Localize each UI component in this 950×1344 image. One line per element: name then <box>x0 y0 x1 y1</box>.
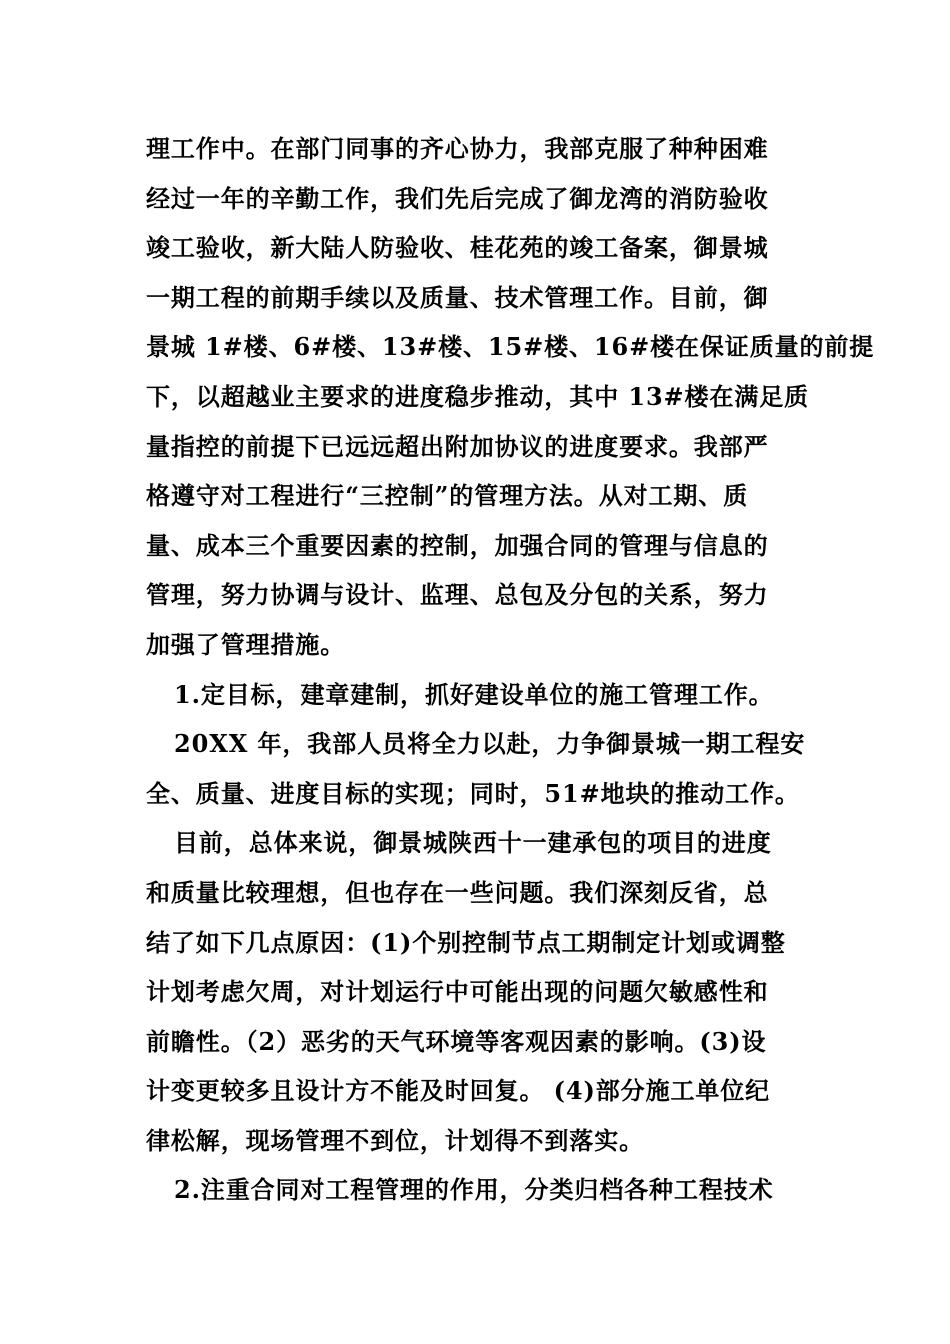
text-line: 和质量比较理想，但也存在一些问题。我们深刻反省，总 <box>146 877 769 907</box>
text-line: 格遵守对工程进行“三控制”的管理方法。从对工期、质 <box>146 481 749 511</box>
text-line: 律松解，现场管理不到位，计划得不到落实。 <box>146 1125 644 1155</box>
text-line: 计划考虑欠周，对计划运行中可能出现的问题欠敏感性和 <box>146 977 769 1007</box>
text-line: 理工作中。在部门同事的齐心协力，我部克服了种种困难 <box>146 134 769 163</box>
section-heading: 1.定目标，建章建制，抓好建设单位的施工管理工作。 <box>174 679 774 709</box>
text-line: 量、成本三个重要因素的控制，加强合同的管理与信息的 <box>146 530 769 560</box>
text-line: 竣工验收，新大陆人防验收、桂花苑的竣工备案，御景城 <box>146 233 769 263</box>
text-line: 经过一年的辛勤工作，我们先后完成了御龙湾的消防验收 <box>146 183 769 213</box>
text-line: 20XX 年，我部人员将全力以赴，力争御景城一期工程安 <box>174 729 806 759</box>
text-line: 前瞻性。（2）恶劣的天气环境等客观因素的影响。(3)设 <box>146 1026 767 1056</box>
text-line: 量指控的前提下已远远超出附加协议的进度要求。我部严 <box>146 431 769 461</box>
text-line: 结了如下几点原因：(1)个别控制节点工期制定计划或调整 <box>146 927 786 957</box>
text-line: 加强了管理措施。 <box>146 629 346 659</box>
text-line: 全、质量、进度目标的实现；同时，51#地块的推动工作。 <box>146 778 800 808</box>
text-line: 目前，总体来说，御景城陕西十一建承包的项目的进度 <box>174 828 772 858</box>
document-body <box>146 124 875 1215</box>
section-heading: 2.注重合同对工程管理的作用，分类归档各种工程技术 <box>174 1175 774 1205</box>
text-line: 一期工程的前期手续以及质量、技术管理工作。目前，御 <box>146 282 769 312</box>
text-line: 计变更较多且设计方不能及时回复。 (4)部分施工单位纪 <box>146 1076 771 1106</box>
text-line: 管理，努力协调与设计、监理、总包及分包的关系，努力 <box>146 580 769 610</box>
text-line: 景城 1#楼、6#楼、13#楼、15#楼、16#楼在保证质量的前提 <box>146 332 875 362</box>
text-line: 下，以超越业主要求的进度稳步推动，其中 13#楼在满足质 <box>146 381 810 411</box>
